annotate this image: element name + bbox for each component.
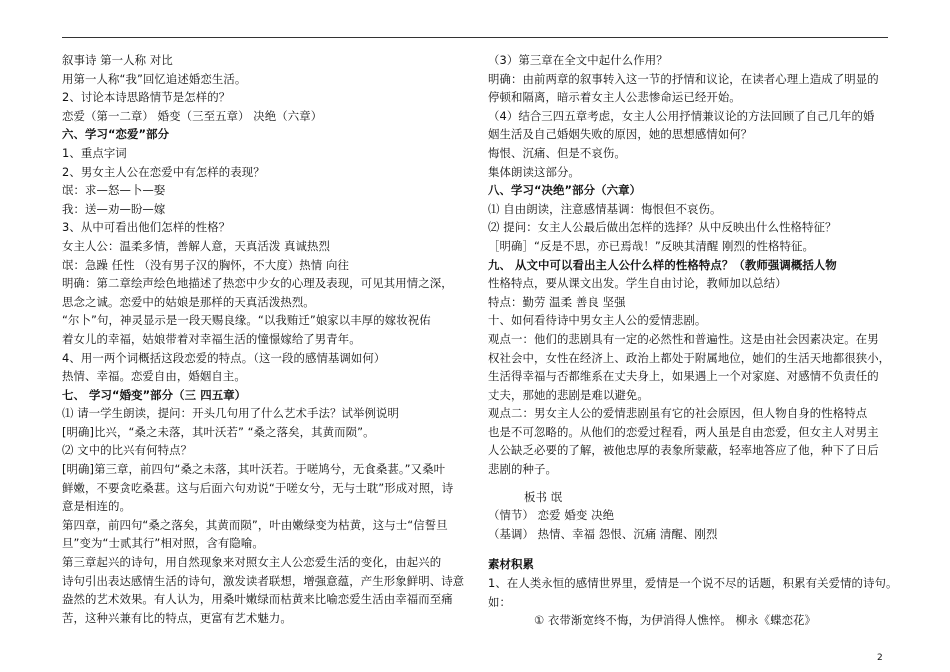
text-line: 我：送—劝—盼—嫁	[62, 201, 166, 216]
text-line: 丈夫，那她的悲剧是难以避免。	[488, 387, 649, 402]
text-line: 停顿和隔离，暗示着女主人公悲惨命运已经开始。	[488, 90, 741, 105]
text-line: 旦”变为“士贰其行”相对照，含有隐喻。	[62, 536, 264, 551]
text-line: 着女儿的幸福，姑娘带着对幸福生活的憧憬嫁给了男青年。	[62, 331, 361, 346]
text-line: 用第一人称“我”回忆追述婚恋生活。	[62, 71, 247, 86]
text-line: ［明确］“反是不思，亦已焉哉！”反映其清醒 刚烈的性格特征。	[488, 238, 814, 253]
text-line: 性格特点，要从课文出发。学生自由讨论，教师加以总结）	[488, 276, 787, 291]
text-line: 恋爱（第一二章） 婚变（三至五章） 决绝（六章）	[62, 108, 323, 123]
text-line: 明确：由前两章的叙事转入这一节的抒情和议论，在读者心理上造成了明显的	[488, 71, 879, 86]
blackboard-title: 板书 氓	[524, 489, 563, 504]
section-heading: 八、学习“决绝”部分（六章）	[488, 183, 642, 198]
text-line: ⑴ 自由朗读，注意感情基调：悔恨但不哀伤。	[488, 201, 722, 216]
section-heading: 六、学习“恋爱”部分	[62, 127, 170, 142]
text-line: （情节） 恋爱 婚变 决绝	[488, 508, 615, 523]
text-line: 悔恨、沉痛、但是不哀伤。	[488, 145, 626, 160]
text-line: 观点二：男女主人公的爱情悲剧虽有它的社会原因，但人物自身的性格特点	[488, 406, 868, 421]
text-line: 苦，这种兴兼有比的特点，更富有艺术魅力。	[62, 610, 292, 625]
text-line: 氓：急躁 任性 （没有男子汉的胸怀，不大度）热情 向往	[62, 257, 349, 272]
text-line: 如：	[488, 594, 511, 609]
text-line: 叙事诗 第一人称 对比	[62, 53, 173, 67]
text-line: 明确：第二章绘声绘色地描述了热恋中少女的心理及表现，可见其用情之深，	[62, 276, 453, 291]
text-line: 2、男女主人公在恋爱中有怎样的表现？	[62, 164, 265, 179]
section-heading: 七、 学习“婚变”部分（三 四五章）	[62, 387, 247, 402]
text-line: 2、讨论本诗思路情节是怎样的？	[62, 90, 231, 105]
text-line: “尔卜”句，神灵显示是一段天赐良缘。“以我贿迁”娘家以丰厚的嫁妆祝佑	[62, 313, 431, 328]
text-line: ⑵ 提问：女主人公最后做出怎样的选择？从中反映出什么性格特征？	[488, 220, 837, 235]
text-line: 权社会中，女性在经济上、政治上都处于附属地位，她们的生活天地都很狭小，	[488, 350, 891, 365]
text-line: 4、用一两个词概括这段恋爱的特点。（这一段的感情基调如何）	[62, 350, 386, 365]
text-line: 鲜嫩，不要贪吃桑葚。这与后面六句劝说“于嗟女兮，无与士耽”形成对照，诗	[62, 480, 454, 495]
text-line: 特点：勤劳 温柔 善良 坚强	[488, 294, 626, 309]
right-column	[488, 51, 898, 630]
text-line: 十、如何看待诗中男女主人公的爱情悲剧。	[488, 313, 707, 328]
left-column	[62, 51, 482, 627]
text-line: [明确]比兴，“桑之未落，其叶沃若” “桑之落矣，其黄而陨”。	[62, 424, 375, 439]
text-line: （3）第三章在全文中起什么作用？	[488, 53, 668, 67]
text-line: ⑵ 文中的比兴有何特点？	[62, 443, 193, 458]
text-line: 思念之诚。恋爱中的姑娘是那样的天真活泼热烈。	[62, 294, 315, 309]
text-line: （4）结合三四五章考虑，女主人公用抒情兼议论的方法回顾了自己几年的婚	[488, 108, 875, 123]
header-rule	[62, 37, 888, 38]
text-line: 意是相连的。	[62, 499, 131, 514]
text-line: 第三章起兴的诗句，用自然现象来对照女主人公恋爱生活的变化，由起兴的	[62, 555, 442, 570]
text-line: 集体朗读这部分。	[488, 164, 580, 179]
text-line: 悲剧的种子。	[488, 462, 557, 477]
text-line: 1、重点字词	[62, 145, 127, 160]
section-heading: 素材积累	[488, 557, 534, 572]
text-line: [明确]第三章，前四句“桑之未落，其叶沃若。于嗟鸠兮，无食桑葚。”又桑叶	[62, 462, 446, 477]
section-heading: 九、 从文中可以看出主人公什么样的性格特点？（教师强调概括人物	[488, 257, 837, 272]
text-line: 也是不可忽略的。从他们的恋爱过程看，两人虽是自由恋爱，但女主人对男主	[488, 424, 879, 439]
text-line: 盎然的艺术效果。有人认为，用桑叶嫩绿而枯黄来比喻恋爱生活由幸福而至痛	[62, 592, 453, 607]
text-line: 3、从中可看出他们怎样的性格？	[62, 220, 231, 235]
text-line: ⑴ 请一学生朗读，提问：开头几句用了什么艺术手法？试举例说明	[62, 406, 399, 421]
text-line: 生活得幸福与否都维系在丈夫身上，如果遇上一个对家庭、对感情不负责任的	[488, 369, 879, 384]
text-line: 1、在人类永恒的感情世界里，爱情是一个说不尽的话题，积累有关爱情的诗句。	[488, 576, 898, 591]
text-line: 女主人公：温柔多情，善解人意，天真活泼 真诚热烈	[62, 238, 331, 253]
text-line: 第四章，前四句“桑之落矣，其黄而陨”，叶由嫩绿变为枯黄，这与士“信誓旦	[62, 517, 448, 532]
text-line: 观点一：他们的悲剧具有一定的必然性和普遍性。这是由社会因素决定。在男	[488, 331, 879, 346]
text-line: （基调） 热情、幸福 怨恨、沉痛 清醒、刚烈	[488, 526, 718, 541]
text-line: 诗句引出表达感情生活的诗句，激发读者联想，增强意蕴，产生形象鲜明、诗意	[62, 573, 465, 588]
text-line: 热情、幸福。恋爱自由，婚姻自主。	[62, 369, 246, 384]
text-line: 姻生活及自己婚姻失败的原因，她的思想感情如何？	[488, 127, 753, 142]
text-line: ① 衣带渐宽终不悔，为伊消得人憔悴。 柳永《蝶恋花》	[534, 613, 817, 628]
text-line: 氓：求—怒—卜—娶	[62, 183, 166, 198]
text-line: 人公缺乏必要的了解，被他忠厚的表象所蒙蔽，轻率地答应了他，种下了日后	[488, 443, 879, 458]
page-number: 2	[877, 653, 883, 663]
